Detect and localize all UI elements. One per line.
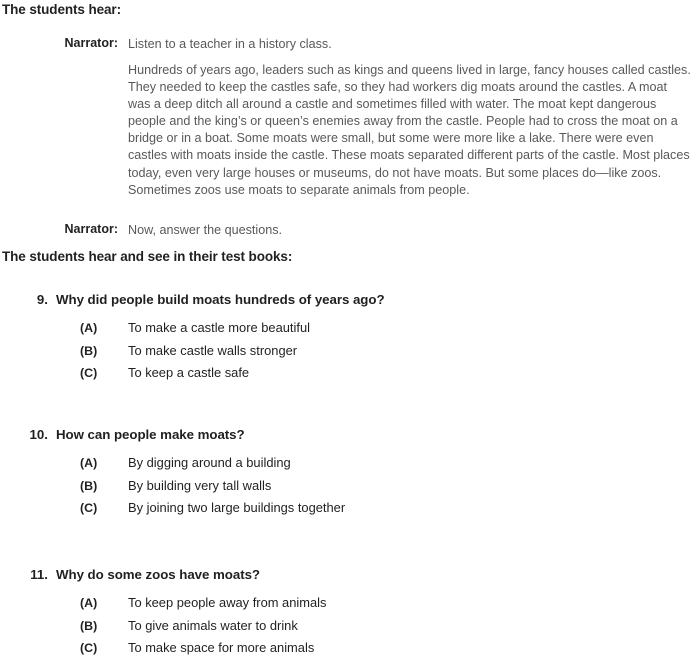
narrator-intro-text: Listen to a teacher in a history class.	[128, 37, 332, 51]
choice-letter: (A)	[80, 596, 98, 610]
answer-choice[interactable]	[0, 365, 700, 388]
choice-text: By building very tall walls	[128, 477, 272, 493]
choice-letter: (C)	[80, 641, 98, 655]
answer-choice[interactable]	[0, 640, 700, 663]
answer-choice[interactable]	[0, 618, 700, 641]
question-header	[0, 567, 700, 591]
choice-text: To give animals water to drink	[128, 617, 298, 633]
answer-choice[interactable]	[0, 478, 700, 501]
question-header	[0, 427, 700, 451]
section-heading-students-hear-and-see: The students hear and see in their test books:	[2, 249, 293, 264]
choice-letter: (B)	[80, 343, 98, 358]
question-text: Why did people build moats hundreds of years ago?	[56, 292, 385, 307]
question-item	[0, 292, 700, 380]
question-text: How can people make moats?	[56, 427, 245, 442]
choice-text: By digging around a building	[128, 455, 291, 470]
narrator-closing-text: Now, answer the questions.	[128, 223, 283, 237]
question-item	[0, 427, 700, 515]
answer-choice[interactable]	[0, 595, 700, 618]
section-heading-students-hear: The students hear:	[2, 2, 121, 17]
choice-text: To keep a castle safe	[128, 365, 250, 380]
question-item	[0, 567, 700, 655]
choice-letter: (B)	[80, 618, 98, 633]
question-header	[0, 292, 700, 316]
answer-choice[interactable]	[0, 500, 700, 523]
answer-choice[interactable]	[0, 455, 700, 478]
answer-choice-list	[0, 455, 700, 523]
choice-text: By joining two large buildings together	[128, 500, 346, 515]
choice-text: To make castle walls stronger	[128, 342, 298, 358]
choice-text: To make a castle more beautiful	[128, 320, 310, 335]
choice-letter: (A)	[80, 456, 98, 470]
narrator-label-closing: Narrator:	[64, 222, 118, 236]
choice-text: To keep people away from animals	[128, 595, 327, 610]
answer-choice[interactable]	[0, 320, 700, 343]
choice-letter: (A)	[80, 321, 98, 335]
question-text: Why do some zoos have moats?	[56, 567, 261, 582]
question-number: 11.	[30, 567, 48, 582]
narrator-label-intro: Narrator:	[64, 36, 118, 50]
answer-choice-list	[0, 320, 700, 388]
choice-letter: (B)	[80, 478, 98, 493]
question-number: 9.	[36, 292, 48, 307]
choice-letter: (C)	[80, 501, 98, 515]
answer-choice-list	[0, 595, 700, 663]
answer-choice[interactable]	[0, 343, 700, 366]
choice-letter: (C)	[80, 366, 98, 380]
choice-text: To make space for more animals	[128, 640, 315, 655]
narrator-passage-text: Hundreds of years ago, leaders such as kings and queens lived in large, fancy houses called castles. They needed to keep the castles safe, so they had workers dig moats around the castles. A moat was a deep ditch all around a castle and sometimes filled with water. The moat kept dangerous people and the king’s or queen’s enemies away from the castle. People had to cross the moat on a bridge or in a boat. Some moats were small, but some were more like a lake. There were even castles with moats inside the castle. These moats separated different parts of the castle. Most places today, even very large houses or museums, do not have moats. But some places do—like zoos. Sometimes zoos use moats to separate animals from people.	[128, 63, 691, 197]
question-number: 10.	[29, 427, 48, 442]
